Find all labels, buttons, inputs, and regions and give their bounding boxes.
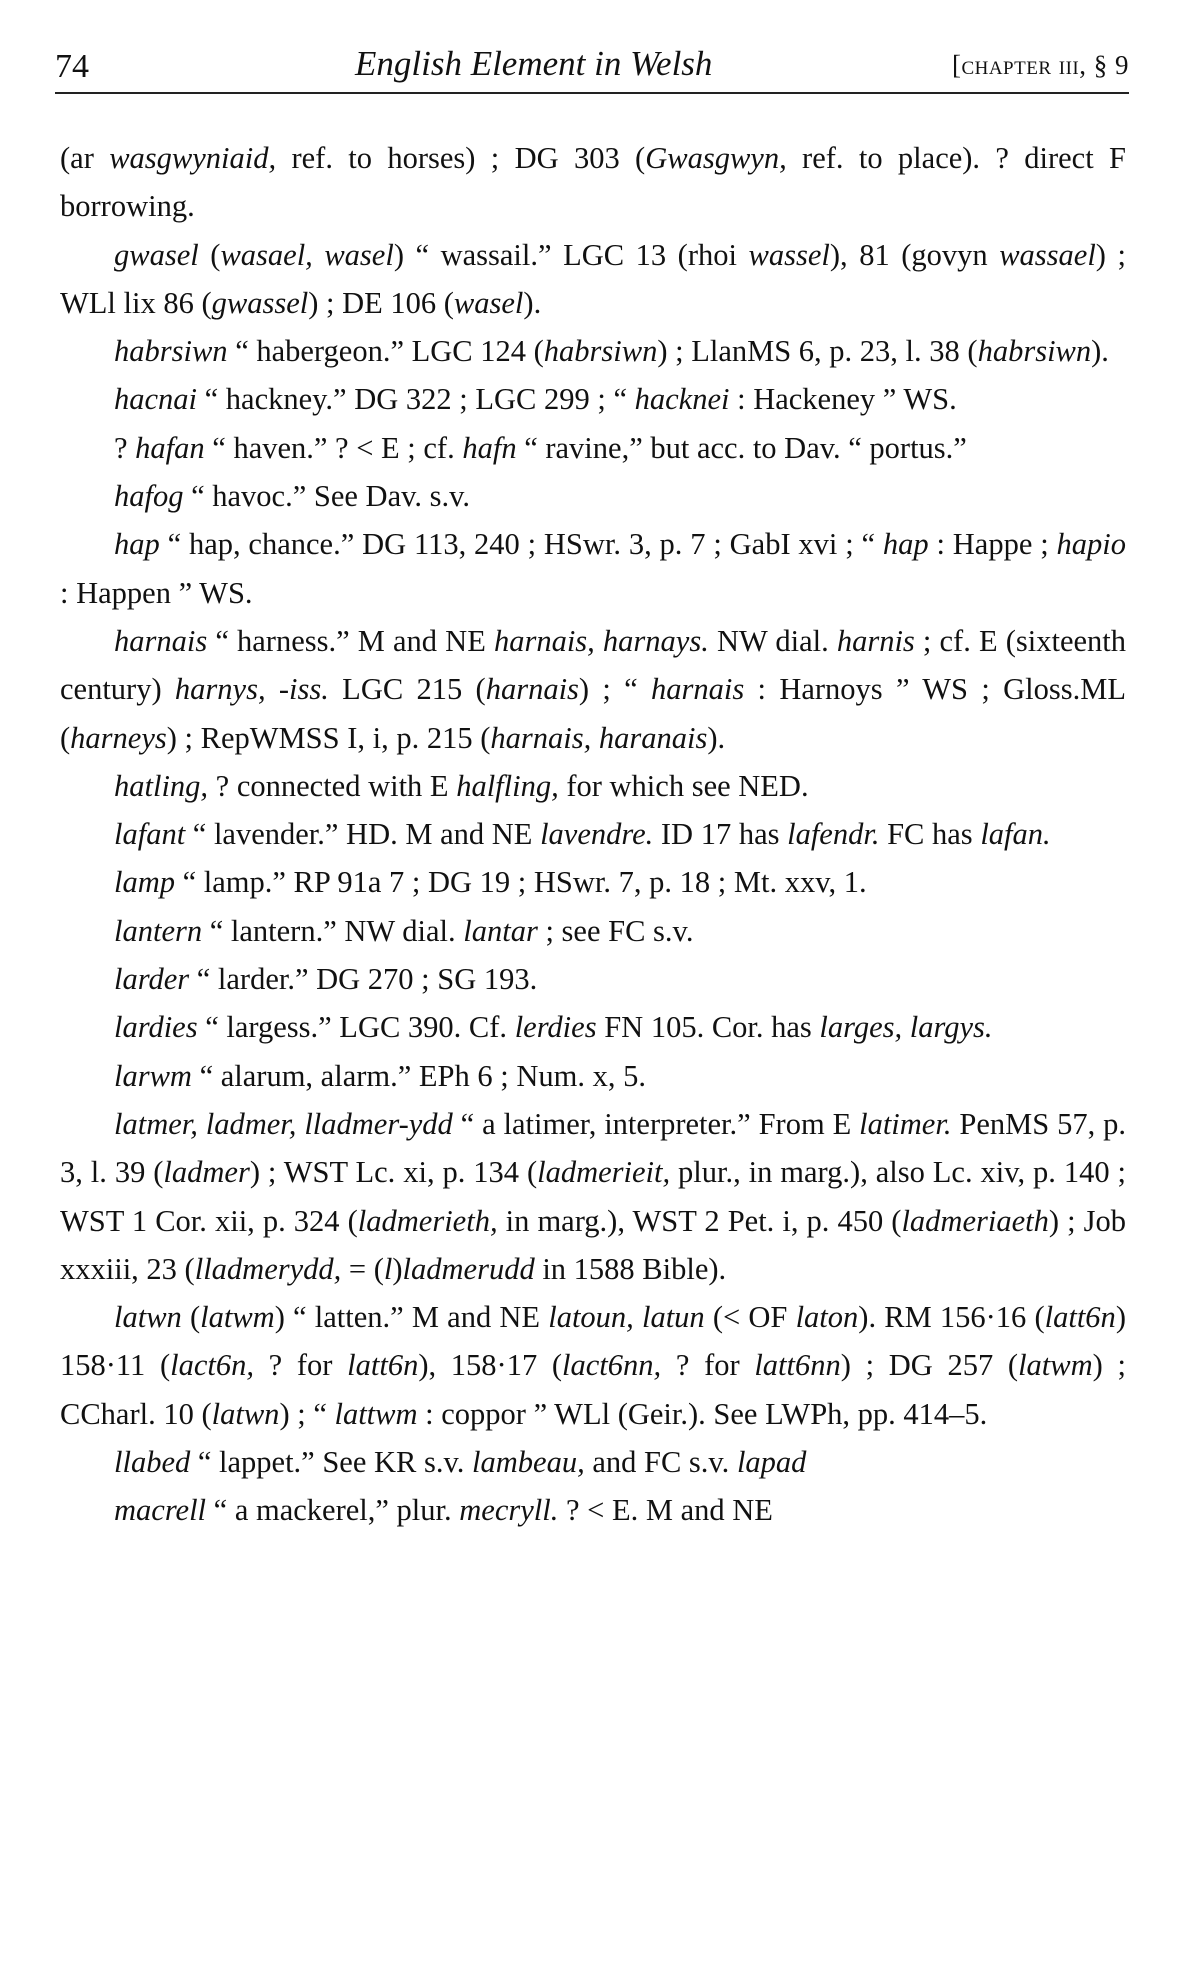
italic-term: lantern xyxy=(114,913,203,948)
entry-text: ) ; RepWMSS I, i, p. 215 ( xyxy=(166,720,491,755)
entry-text: ( xyxy=(198,237,221,272)
italic-term: harnis xyxy=(836,623,915,658)
italic-term: Gwasgwyn, xyxy=(645,141,787,175)
italic-term: habrsiwn xyxy=(114,334,228,369)
italic-term: larwm xyxy=(114,1058,192,1093)
entry-text: ? xyxy=(114,430,136,465)
entry-text: “ havoc.” See Dav. s.v. xyxy=(183,479,471,514)
entry-text: : Harnoys ” WS ; Gloss.ML ( xyxy=(60,672,1126,755)
entry-text: (< OF xyxy=(704,1300,796,1335)
italic-term: harnais xyxy=(485,672,579,707)
italic-term: halfling, xyxy=(456,768,559,803)
entry-text: “ lappet.” See KR s.v. xyxy=(190,1445,473,1480)
entry xyxy=(60,1052,1126,1100)
italic-term: ladmerieth, xyxy=(357,1203,498,1238)
entry-text: “ alarum, alarm.” EPh 6 ; Num. x, 5. xyxy=(191,1058,646,1093)
entry-text: ; see FC s.v. xyxy=(537,913,694,948)
entry-text: “ lantern.” NW dial. xyxy=(202,913,464,948)
entry xyxy=(60,858,1126,906)
entry xyxy=(60,1438,1126,1486)
entry-text: ). xyxy=(523,285,542,320)
entry-text: ( xyxy=(181,1300,201,1335)
entry-text: ? for xyxy=(254,1348,348,1383)
italic-term: wasel xyxy=(453,285,524,320)
italic-term: latt6n xyxy=(347,1348,419,1383)
italic-term: hafan xyxy=(135,430,205,465)
italic-term: lambeau, xyxy=(472,1445,585,1480)
italic-term: hap xyxy=(882,527,929,562)
entry-text: : Happe ; xyxy=(928,527,1057,562)
italic-term: hap xyxy=(114,527,160,562)
italic-term: wassel xyxy=(748,237,830,272)
italic-term: wasael, wasel xyxy=(220,237,394,272)
italic-term: lattwm xyxy=(334,1396,418,1431)
italic-term: ladmerieit, xyxy=(537,1155,671,1190)
italic-term: latt6nn xyxy=(754,1348,841,1383)
entry-text: = ( xyxy=(341,1251,384,1286)
entry-text: ) ; “ xyxy=(279,1396,335,1431)
entry-text: “ hap, chance.” DG 113, 240 ; HSwr. 3, p. 7 ; GabI xvi ; “ xyxy=(159,527,883,562)
entry-text: ) ; Job xxxiii, 23 ( xyxy=(60,1203,1126,1286)
entry-text: (ar xyxy=(60,141,110,175)
entry-text: FN 105. Cor. has xyxy=(596,1010,820,1045)
italic-term: habrsiwn xyxy=(977,334,1092,369)
entry-text: ) ; WLl lix 86 ( xyxy=(60,237,1126,320)
entry-text: “ a latimer, interpreter.” From E xyxy=(452,1106,860,1141)
entry-text: ? for xyxy=(661,1348,755,1383)
entry-text: ). xyxy=(707,720,726,755)
entry-text: ? connected with E xyxy=(208,768,457,803)
italic-term: larder xyxy=(114,962,190,997)
entry-text: “ lamp.” RP 91a 7 ; DG 19 ; HSwr. 7, p. 18 ; Mt. xxv, 1. xyxy=(175,865,867,900)
italic-term: harnais xyxy=(114,623,208,658)
entry-text: ? < E. M and NE xyxy=(558,1493,773,1528)
entry xyxy=(60,134,1126,231)
entry-text: “ lavender.” HD. M and NE xyxy=(185,817,541,852)
italic-term: lapad xyxy=(736,1445,807,1480)
entry-text: “ larder.” DG 270 ; SG 193. xyxy=(189,962,538,997)
entry-text: NW dial. xyxy=(708,623,837,658)
italic-term: harnys, -iss. xyxy=(174,672,329,707)
italic-term: latmer, ladmer, lladmer-ydd xyxy=(114,1106,453,1141)
italic-term: harneys xyxy=(70,720,167,755)
entry-text: for which see NED. xyxy=(558,768,809,803)
italic-term: latwn xyxy=(211,1396,280,1431)
entry-text: ), 158·17 ( xyxy=(418,1348,563,1383)
entry-text: “ haven.” ? < E ; cf. xyxy=(204,430,463,465)
entry xyxy=(60,520,1126,617)
entry-text: ) ; LlanMS 6, p. 23, l. 38 ( xyxy=(657,334,978,369)
italic-term: ladmer xyxy=(163,1155,250,1190)
italic-term: latwn xyxy=(114,1300,182,1335)
entry-text: ) “ latten.” M and NE xyxy=(274,1300,549,1335)
italic-term: latwm xyxy=(1018,1348,1093,1383)
entry-text: “ ravine,” but acc. to Dav. “ portus.” xyxy=(516,430,967,465)
italic-term: hapio xyxy=(1056,527,1126,562)
italic-term: latt6n xyxy=(1044,1300,1116,1335)
italic-term: lafan. xyxy=(980,817,1051,852)
page-header xyxy=(55,40,1129,94)
entry xyxy=(60,327,1126,375)
entry-text: LGC 215 ( xyxy=(328,672,486,707)
entry-text: ) ; CCharl. 10 ( xyxy=(60,1348,1126,1431)
italic-term: ladmeriaeth xyxy=(901,1203,1049,1238)
entry xyxy=(60,762,1126,810)
italic-term: harnais xyxy=(651,672,745,707)
entry-text: plur., in marg.), also Lc. xiv, p. 140 ; WST 1 Cor. xii, p. 324 ( xyxy=(60,1155,1126,1238)
italic-term: macrell xyxy=(114,1493,207,1528)
entry-text: ) xyxy=(392,1251,403,1286)
italic-term: lact6nn, xyxy=(562,1348,662,1383)
entry-text: : Hackeney ” WS. xyxy=(729,382,957,417)
italic-term: mecryll. xyxy=(459,1493,559,1528)
italic-term: lladmerydd, xyxy=(194,1251,342,1286)
italic-term: hacknei xyxy=(634,382,730,417)
entry-text: : Happen ” WS. xyxy=(60,575,253,610)
italic-term: lafendr. xyxy=(787,817,880,852)
italic-term: habrsiwn xyxy=(543,334,658,369)
entry xyxy=(60,617,1126,762)
italic-term: wasgwyniaid, xyxy=(109,141,277,175)
italic-term: lamp xyxy=(114,865,175,900)
italic-term: hafog xyxy=(114,479,184,514)
entry-text: ). xyxy=(1091,334,1109,369)
entry-text: ; cf. E (sixteenth century) xyxy=(60,623,1126,707)
entry-text: ) ; “ xyxy=(578,672,652,707)
italic-term: lantar xyxy=(463,913,538,948)
entry-text: ), 81 (govyn xyxy=(829,237,1000,272)
entry-text: “ hackney.” DG 322 ; LGC 299 ; “ xyxy=(197,382,635,417)
italic-term: latoun, latun xyxy=(548,1300,705,1335)
entry-text: in marg.), WST 2 Pet. i, p. 450 ( xyxy=(497,1203,902,1238)
italic-term: harnais, harnays. xyxy=(493,623,709,658)
entry-text: ) ; WST Lc. xi, p. 134 ( xyxy=(249,1155,538,1190)
entry-text: ) ; DE 106 ( xyxy=(308,285,454,320)
italic-term: gwasel xyxy=(114,237,199,272)
entry xyxy=(60,907,1126,955)
entry-text: ref. to horses) ; DG 303 ( xyxy=(276,141,646,175)
italic-term: lerdies xyxy=(514,1010,597,1045)
entry-text: FC has xyxy=(879,817,981,852)
running-title: English Element in Welsh xyxy=(355,44,713,83)
italic-term: hatling, xyxy=(114,768,209,803)
entry-text: PenMS 57, p. 3, l. 39 ( xyxy=(60,1106,1126,1190)
italic-term: harnais, haranais xyxy=(490,720,708,755)
entry xyxy=(60,1293,1126,1438)
italic-term: gwassel xyxy=(211,285,309,320)
italic-term: wassael xyxy=(999,237,1096,272)
entry xyxy=(60,424,1126,472)
entry-text: “ a mackerel,” plur. xyxy=(206,1493,460,1528)
italic-term: latimer. xyxy=(859,1106,952,1141)
page-body xyxy=(60,134,1126,1535)
page-number: 74 xyxy=(55,48,89,85)
chapter-reference: [chapter iii, § 9 xyxy=(951,50,1129,80)
entry-text: : coppor ” WLl (Geir.). See LWPh, pp. 414–5. xyxy=(417,1396,988,1431)
italic-term: llabed xyxy=(114,1445,191,1480)
entry-text: “ largess.” LGC 390. Cf. xyxy=(197,1010,515,1045)
italic-term: l xyxy=(383,1251,393,1286)
entry-text: ) “ wassail.” LGC 13 (rhoi xyxy=(393,237,749,272)
entry xyxy=(60,1003,1126,1051)
entry xyxy=(60,472,1126,520)
italic-term: hacnai xyxy=(114,382,198,417)
entry-text: ). RM 156·16 ( xyxy=(858,1300,1045,1335)
entry xyxy=(60,810,1126,858)
entry xyxy=(60,375,1126,423)
entry-text: and FC s.v. xyxy=(584,1445,737,1480)
entry-text: ID 17 has xyxy=(653,817,788,852)
italic-term: lavendre. xyxy=(540,817,654,852)
entry-text: ) ; DG 257 ( xyxy=(840,1348,1019,1383)
italic-term: latwm xyxy=(200,1300,275,1335)
entry-text: ref. to place). ? direct F borrowing. xyxy=(60,141,1126,224)
italic-term: lafant xyxy=(114,817,186,852)
entry-text: “ habergeon.” LGC 124 ( xyxy=(227,334,544,369)
italic-term: laton xyxy=(795,1300,859,1335)
entry xyxy=(60,1100,1126,1293)
entry xyxy=(60,1486,1126,1534)
italic-term: hafn xyxy=(462,430,517,465)
italic-term: lardies xyxy=(114,1010,198,1045)
entry-text: in 1588 Bible). xyxy=(534,1251,727,1286)
entry xyxy=(60,955,1126,1003)
italic-term: larges, largys. xyxy=(819,1010,993,1045)
entry-text: “ harness.” M and NE xyxy=(207,623,494,658)
italic-term: ladmerudd xyxy=(402,1251,535,1286)
italic-term: lact6n, xyxy=(170,1348,254,1383)
entry xyxy=(60,231,1126,328)
entry-text: ) 158·11 ( xyxy=(60,1300,1126,1383)
